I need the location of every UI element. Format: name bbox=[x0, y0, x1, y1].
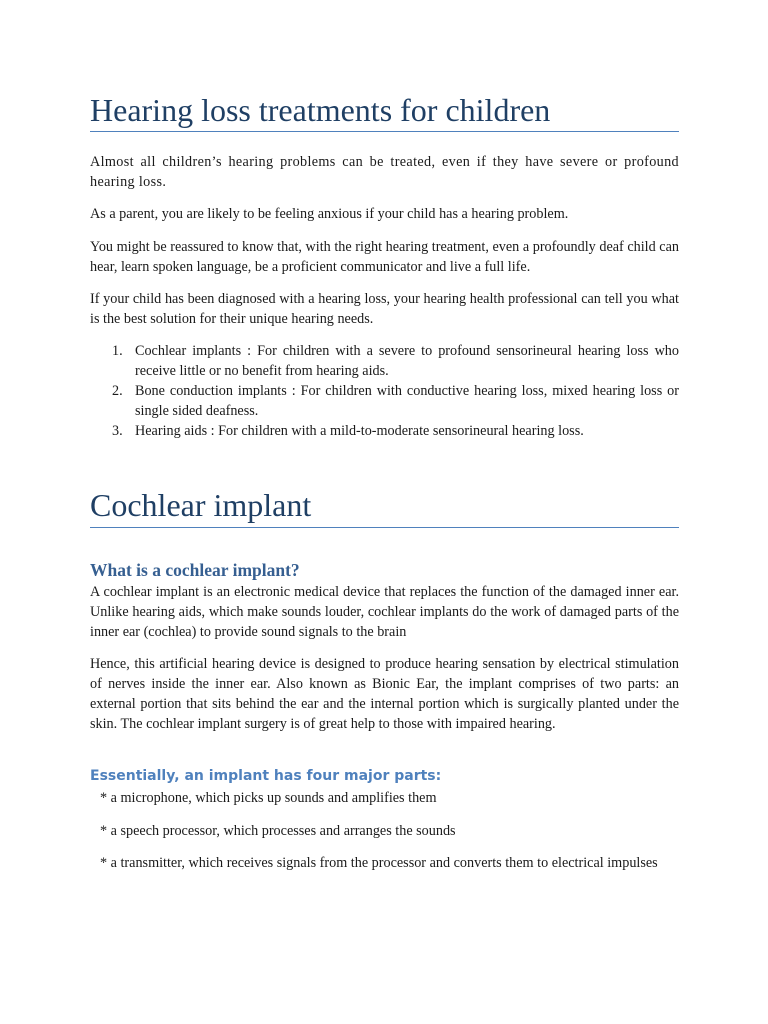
list-item bbox=[90, 421, 679, 441]
part-item: * a speech processor, which processes and arranges the sounds bbox=[100, 823, 456, 839]
part-item: * a microphone, which picks up sounds and amplifies them bbox=[100, 790, 437, 806]
section-heading: Cochlear implant bbox=[90, 487, 312, 523]
list-item-text: Hearing aids : For children with a mild-to-moderate sensorineural hearing loss. bbox=[135, 423, 584, 439]
list-item-text: Cochlear implants : For children with a severe to profound sensorineural hearing loss who receive little or no benefit from hearing aids. bbox=[135, 343, 679, 379]
list-item bbox=[90, 381, 679, 421]
paragraph: As a parent, you are likely to be feeling anxious if your child has a hearing problem. bbox=[90, 206, 569, 222]
paragraph: Hence, this artificial hearing device is designed to produce hearing sensation by electrical stimulation of nerves inside the inner ear. Also known as Bionic Ear, the implant comprises of two parts: an external portion that sits behind the ear and the internal portion which is surgically planted under the skin. The cochlear implant surgery is of great help to those with impaired hearing. bbox=[90, 656, 679, 732]
subheading: What is a cochlear implant? bbox=[90, 560, 300, 580]
paragraph: A cochlear implant is an electronic medical device that replaces the function of the damaged inner ear. Unlike hearing aids, which make sounds louder, cochlear implants do the work of damaged parts of the inner ear (cochlea) to provide sound signals to the brain bbox=[90, 584, 679, 640]
parts-heading: Essentially, an implant has four major parts: bbox=[90, 768, 442, 784]
page-title: Hearing loss treatments for children bbox=[90, 92, 551, 128]
list-number: 3. bbox=[112, 423, 123, 439]
intro-paragraph: Almost all children’s hearing problems can be treated, even if they have severe or profound hearing loss. bbox=[90, 154, 679, 190]
part-item: * a transmitter, which receives signals from the processor and converts them to electrical impulses bbox=[100, 855, 658, 871]
list-number: 2. bbox=[112, 383, 123, 399]
list-number: 1. bbox=[112, 343, 123, 359]
paragraph: You might be reassured to know that, with the right hearing treatment, even a profoundly deaf child can hear, learn spoken language, be a proficient communicator and live a full life. bbox=[90, 239, 679, 275]
paragraph: If your child has been diagnosed with a hearing loss, your hearing health professional can tell you what is the best solution for their unique hearing needs. bbox=[90, 291, 679, 327]
list-item-text: Bone conduction implants : For children with conductive hearing loss, mixed hearing loss or single sided deafness. bbox=[135, 383, 679, 419]
section-divider bbox=[90, 527, 679, 528]
title-divider bbox=[90, 131, 679, 132]
treatment-list bbox=[90, 341, 679, 441]
list-item bbox=[90, 341, 679, 381]
